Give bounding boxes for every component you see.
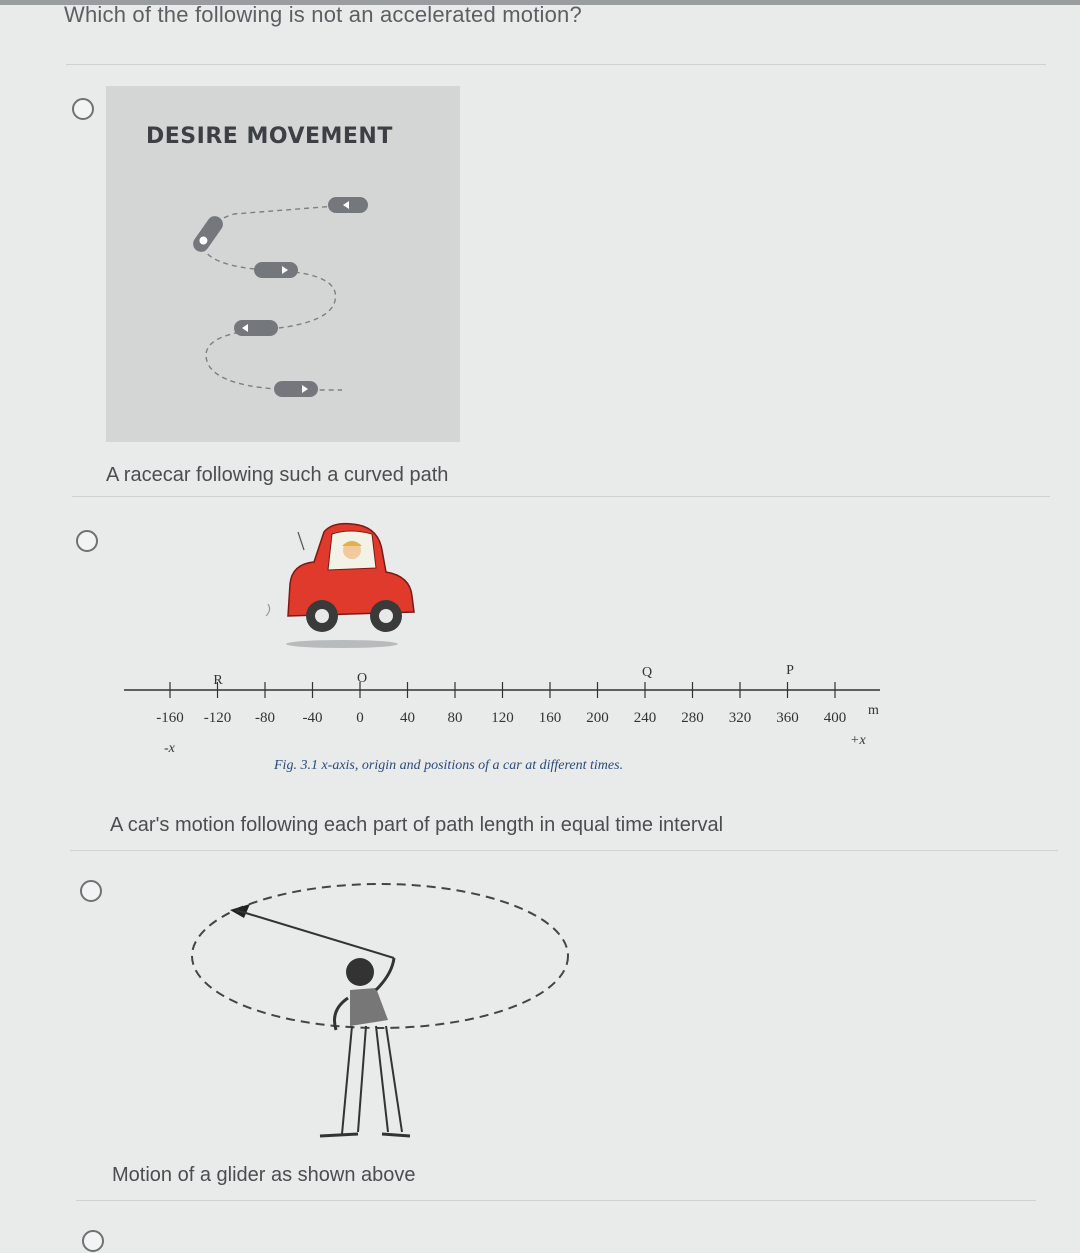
x-axis-figure <box>120 660 900 760</box>
swinging-ball-figure <box>180 870 600 1140</box>
axis-tick-label: 40 <box>400 710 415 726</box>
axis-tick-label: -160 <box>156 710 184 726</box>
option-2-radio[interactable] <box>76 530 98 552</box>
car-icon <box>254 262 298 278</box>
figure-caption: Fig. 3.1 x-axis, origin and positions of a car at different times. <box>274 758 624 773</box>
image-title: DESIRE MOVEMENT <box>146 124 393 149</box>
question-text: Which of the following is not an accelerated motion? <box>64 2 582 27</box>
car-icon <box>274 381 318 397</box>
option-3-caption: Motion of a glider as shown above <box>112 1164 416 1186</box>
option-1-image <box>106 86 460 442</box>
point-label-p: P <box>786 663 794 678</box>
car-icon <box>234 320 278 336</box>
option-2-caption: A car's motion following each part of path length in equal time interval <box>110 814 724 836</box>
axis-tick-label: 400 <box>823 710 847 726</box>
axis-tick-label: -120 <box>203 710 232 726</box>
option-4-radio[interactable] <box>82 1230 104 1252</box>
axis-tick-label: 320 <box>728 710 752 726</box>
axis-tick-label: 80 <box>447 710 463 726</box>
option-1-radio[interactable] <box>72 98 94 120</box>
axis-tick-label: 160 <box>538 710 562 726</box>
divider <box>70 850 1058 851</box>
axis-tick-label: 240 <box>633 710 657 726</box>
option-1-caption: A racecar following such a curved path <box>106 464 449 486</box>
axis-tick-label: -80 <box>255 710 275 726</box>
divider <box>66 64 1046 65</box>
car-icon <box>190 213 226 255</box>
neg-x-label: -x <box>164 741 175 756</box>
axis-unit: m <box>868 703 879 718</box>
point-label-q: Q <box>641 665 653 680</box>
point-label-r: R <box>213 673 223 688</box>
axis-tick-label: 200 <box>586 710 609 726</box>
car-icon <box>328 197 368 213</box>
divider <box>72 496 1050 497</box>
divider <box>76 1200 1036 1201</box>
car-cartoon <box>262 520 422 650</box>
axis-tick-label: 280 <box>681 710 704 726</box>
axis-tick-label: 360 <box>776 710 799 726</box>
axis-tick-label: 120 <box>491 710 514 726</box>
axis-tick-label: 0 <box>356 710 364 726</box>
pos-x-label: +x <box>850 733 866 748</box>
option-3-radio[interactable] <box>80 880 102 902</box>
axis-tick-label: -40 <box>302 710 323 726</box>
axis-ticks <box>156 682 846 726</box>
point-label-o: O <box>356 671 368 686</box>
curved-path-diagram <box>106 86 460 442</box>
